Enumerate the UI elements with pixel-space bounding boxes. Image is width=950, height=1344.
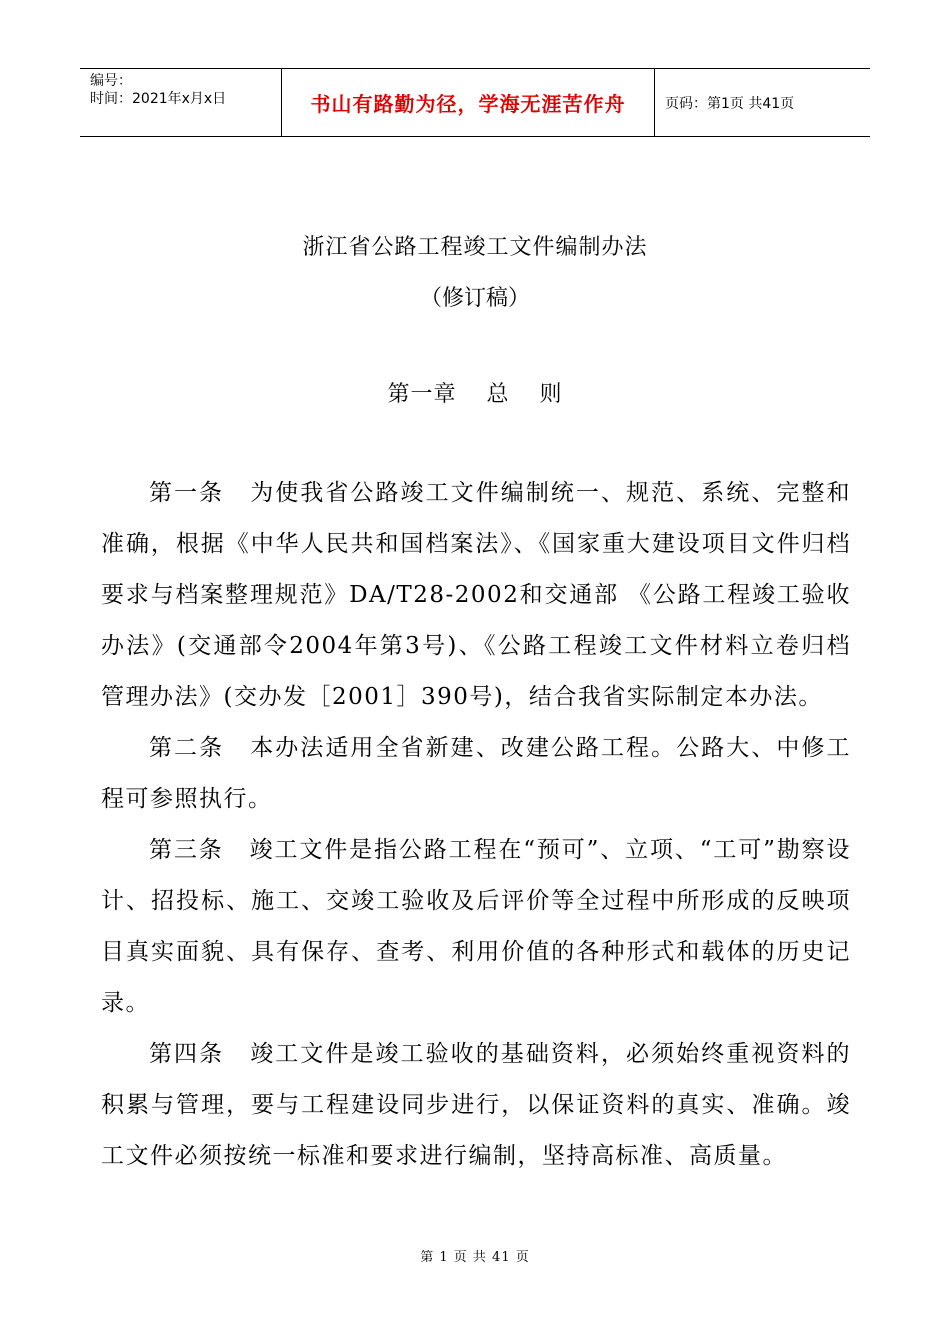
article-list bbox=[101, 468, 851, 1182]
article-1 bbox=[101, 468, 851, 723]
document-subtitle: （修订稿） bbox=[419, 286, 530, 311]
page-footer: 第 1 页 共 41 页 bbox=[420, 1250, 530, 1265]
article-text: 竣工文件是指公路工程在“预可”、立项、“工可”勘察设计、招投标、施工、交竣工验收及后评价等全过程中所形成的反映项目真实面貌、具有保存、查考、利用价值的各种形式和载体的历史记录。 bbox=[101, 837, 851, 1016]
chapter-heading: 第一章 总 则 bbox=[387, 382, 563, 407]
page-info: 页码：第1页 共41页 bbox=[665, 95, 795, 112]
header-right-cell bbox=[655, 69, 870, 136]
article-text: 为使我省公路竣工文件编制统一、规范、系统、完整和准确，根据《中华人民共和国档案法》、《国家重大建设项目文件归档要求与档案整理规范》DA/T28-2002和交通部 《公路工程竣工验收办法》(交通部令2004年第3号)、《公路工程竣工文件材料立卷归档管理办法》(交办发［2001］390号)，结合我省实际制定本办法。 bbox=[101, 480, 852, 710]
article-label: 第三条 bbox=[149, 837, 224, 863]
motto: 书山有路勤为径，学海无涯苦作舟 bbox=[310, 92, 626, 116]
article-text: 竣工文件是竣工验收的基础资料，必须始终重视资料的积累与管理，要与工程建设同步进行，以保证资料的真实、准确。竣工文件必须按统一标准和要求进行编制，坚持高标准、高质量。 bbox=[101, 1041, 852, 1169]
article-label: 第二条 bbox=[149, 735, 225, 761]
time-label: 时间：2021年x月x日 bbox=[90, 91, 227, 107]
article-text: 本办法适用全省新建、改建公路工程。公路大、中修工程可参照执行。 bbox=[101, 735, 852, 812]
document-title: 浙江省公路工程竣工文件编制办法 bbox=[302, 235, 648, 260]
article-2 bbox=[101, 723, 851, 825]
header-motto-cell bbox=[281, 69, 655, 136]
article-label: 第四条 bbox=[149, 1041, 225, 1067]
article-4 bbox=[101, 1029, 851, 1182]
header-table bbox=[80, 68, 870, 137]
header-left-cell bbox=[80, 69, 281, 136]
article-label: 第一条 bbox=[149, 480, 225, 506]
number-label: 编号： bbox=[90, 73, 132, 89]
article-3 bbox=[101, 825, 851, 1029]
